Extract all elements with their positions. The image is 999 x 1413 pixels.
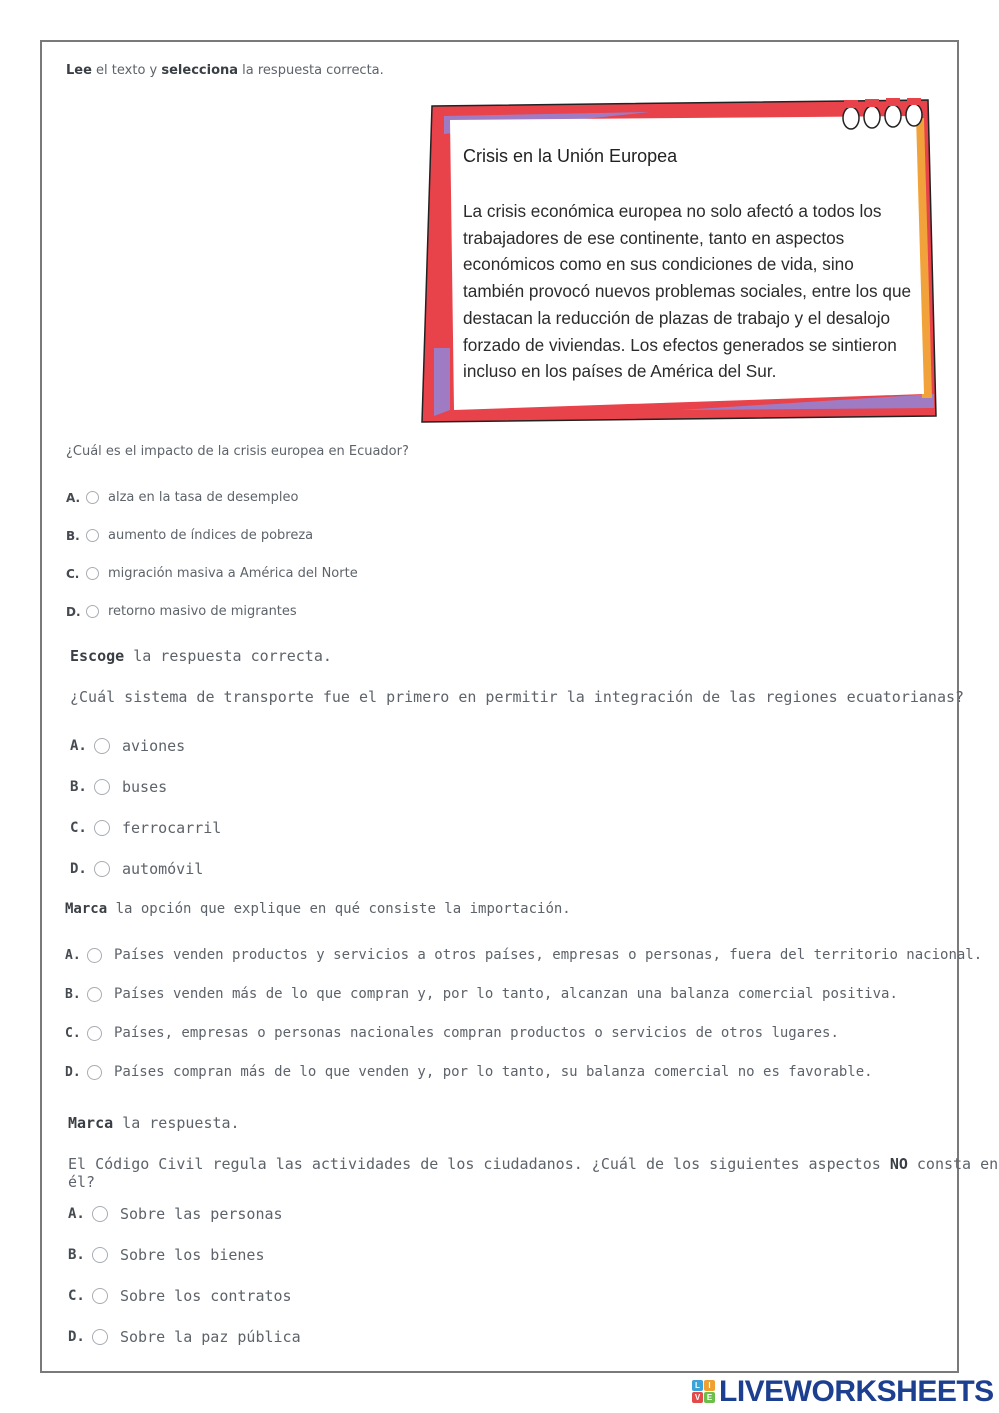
radio-button[interactable] (94, 820, 110, 836)
logo-text: LIVEWORKSHEETS (719, 1375, 994, 1408)
instruction-1: Lee el texto y selecciona la respuesta correcta. (66, 63, 384, 78)
option-text: automóvil (122, 860, 204, 878)
option-2b[interactable] (70, 778, 167, 796)
option-text: Países venden productos y servicios a otros países, empresas o personas, fuera del territorio nacional. (114, 947, 983, 963)
radio-button[interactable] (87, 948, 102, 963)
option-text: aumento de índices de pobreza (108, 528, 314, 543)
option-2a[interactable] (70, 737, 185, 755)
liveworksheets-logo (692, 1375, 994, 1409)
radio-button[interactable] (92, 1247, 108, 1263)
option-4d[interactable] (68, 1328, 301, 1346)
card-title: Crisis en la Unión Europea (463, 146, 678, 166)
option-letter: B. (68, 1247, 85, 1263)
option-letter: B. (70, 779, 87, 795)
option-3c[interactable] (65, 1025, 839, 1041)
option-2d[interactable] (70, 860, 203, 878)
option-text: Países, empresas o personas nacionales compran productos o servicios de otros lugares. (114, 1025, 839, 1041)
radio-button[interactable] (86, 491, 99, 504)
option-text: Países venden más de lo que compran y, por lo tanto, alcanzan una balanza comercial positiva. (114, 986, 898, 1002)
option-letter: D. (68, 1329, 85, 1345)
option-1a[interactable] (66, 490, 298, 505)
radio-button[interactable] (86, 529, 99, 542)
option-letter: B. (66, 528, 80, 543)
option-letter: D. (66, 604, 81, 619)
option-letter: A. (68, 1206, 85, 1222)
option-4c[interactable] (68, 1287, 292, 1305)
option-text: retorno masivo de migrantes (108, 604, 297, 619)
radio-button[interactable] (92, 1329, 108, 1345)
option-letter: C. (66, 566, 80, 581)
option-text: Sobre las personas (120, 1205, 283, 1223)
radio-button[interactable] (86, 567, 99, 580)
option-4b[interactable] (68, 1246, 265, 1264)
option-text: Países compran más de lo que venden y, por lo tanto, su balanza comercial no es favorable. (114, 1064, 873, 1080)
option-3b[interactable] (65, 986, 898, 1002)
option-text: migración masiva a América del Norte (108, 566, 358, 581)
option-letter: C. (68, 1288, 85, 1304)
option-text: Sobre la paz pública (120, 1328, 301, 1346)
option-letter: A. (70, 738, 87, 754)
option-3d[interactable] (65, 1064, 873, 1080)
radio-button[interactable] (87, 1065, 102, 1080)
option-letter: A. (65, 947, 81, 963)
option-letter: B. (65, 986, 81, 1002)
option-letter: C. (65, 1025, 81, 1041)
radio-button[interactable] (94, 738, 110, 754)
option-3a[interactable] (65, 947, 982, 963)
option-4a[interactable] (68, 1205, 283, 1223)
radio-button[interactable] (94, 779, 110, 795)
question-1: ¿Cuál es el impacto de la crisis europea en Ecuador? (66, 444, 409, 459)
logo-icon: L I V E (692, 1380, 716, 1404)
option-text: buses (122, 778, 168, 796)
radio-button[interactable] (92, 1288, 108, 1304)
card-body: La crisis económica europea no solo afectó a todos los trabajadores de ese continente, tanto en aspectos económicos como en sus condiciones de vida, sino también provocó nuevos problemas sociales, entre los que destacan la reducción de plazas de trabajo y el desalojo forzado de viviendas. Los efectos generados se sintieron incluso en los países de América del Sur. (463, 201, 912, 382)
option-1d[interactable] (66, 604, 297, 619)
option-1c[interactable] (66, 566, 358, 581)
question-4: El Código Civil regula las actividades de los ciudadanos. ¿Cuál de los siguientes aspectos NO consta en él? (68, 1155, 999, 1191)
option-text: Sobre los contratos (120, 1287, 292, 1305)
instruction-4: Marca la respuesta. (68, 1114, 240, 1132)
option-2c[interactable] (70, 819, 221, 837)
radio-button[interactable] (87, 987, 102, 1002)
radio-button[interactable] (87, 1026, 102, 1041)
option-text: Sobre los bienes (120, 1246, 265, 1264)
instruction-2: Escoge la respuesta correcta. (70, 647, 332, 665)
reading-card (420, 98, 940, 424)
option-letter: D. (65, 1064, 81, 1080)
option-text: alza en la tasa de desempleo (108, 490, 299, 505)
question-2: ¿Cuál sistema de transporte fue el primero en permitir la integración de las regiones ecuatorianas? (70, 688, 965, 706)
radio-button[interactable] (86, 605, 99, 618)
option-letter: A. (66, 490, 81, 505)
option-letter: D. (70, 861, 87, 877)
option-1b[interactable] (66, 528, 313, 543)
radio-button[interactable] (94, 861, 110, 877)
radio-button[interactable] (92, 1206, 108, 1222)
option-text: ferrocarril (122, 819, 222, 837)
option-text: aviones (122, 737, 186, 755)
instruction-3: Marca la opción que explique en qué consiste la importación. (65, 901, 571, 917)
option-letter: C. (70, 820, 87, 836)
